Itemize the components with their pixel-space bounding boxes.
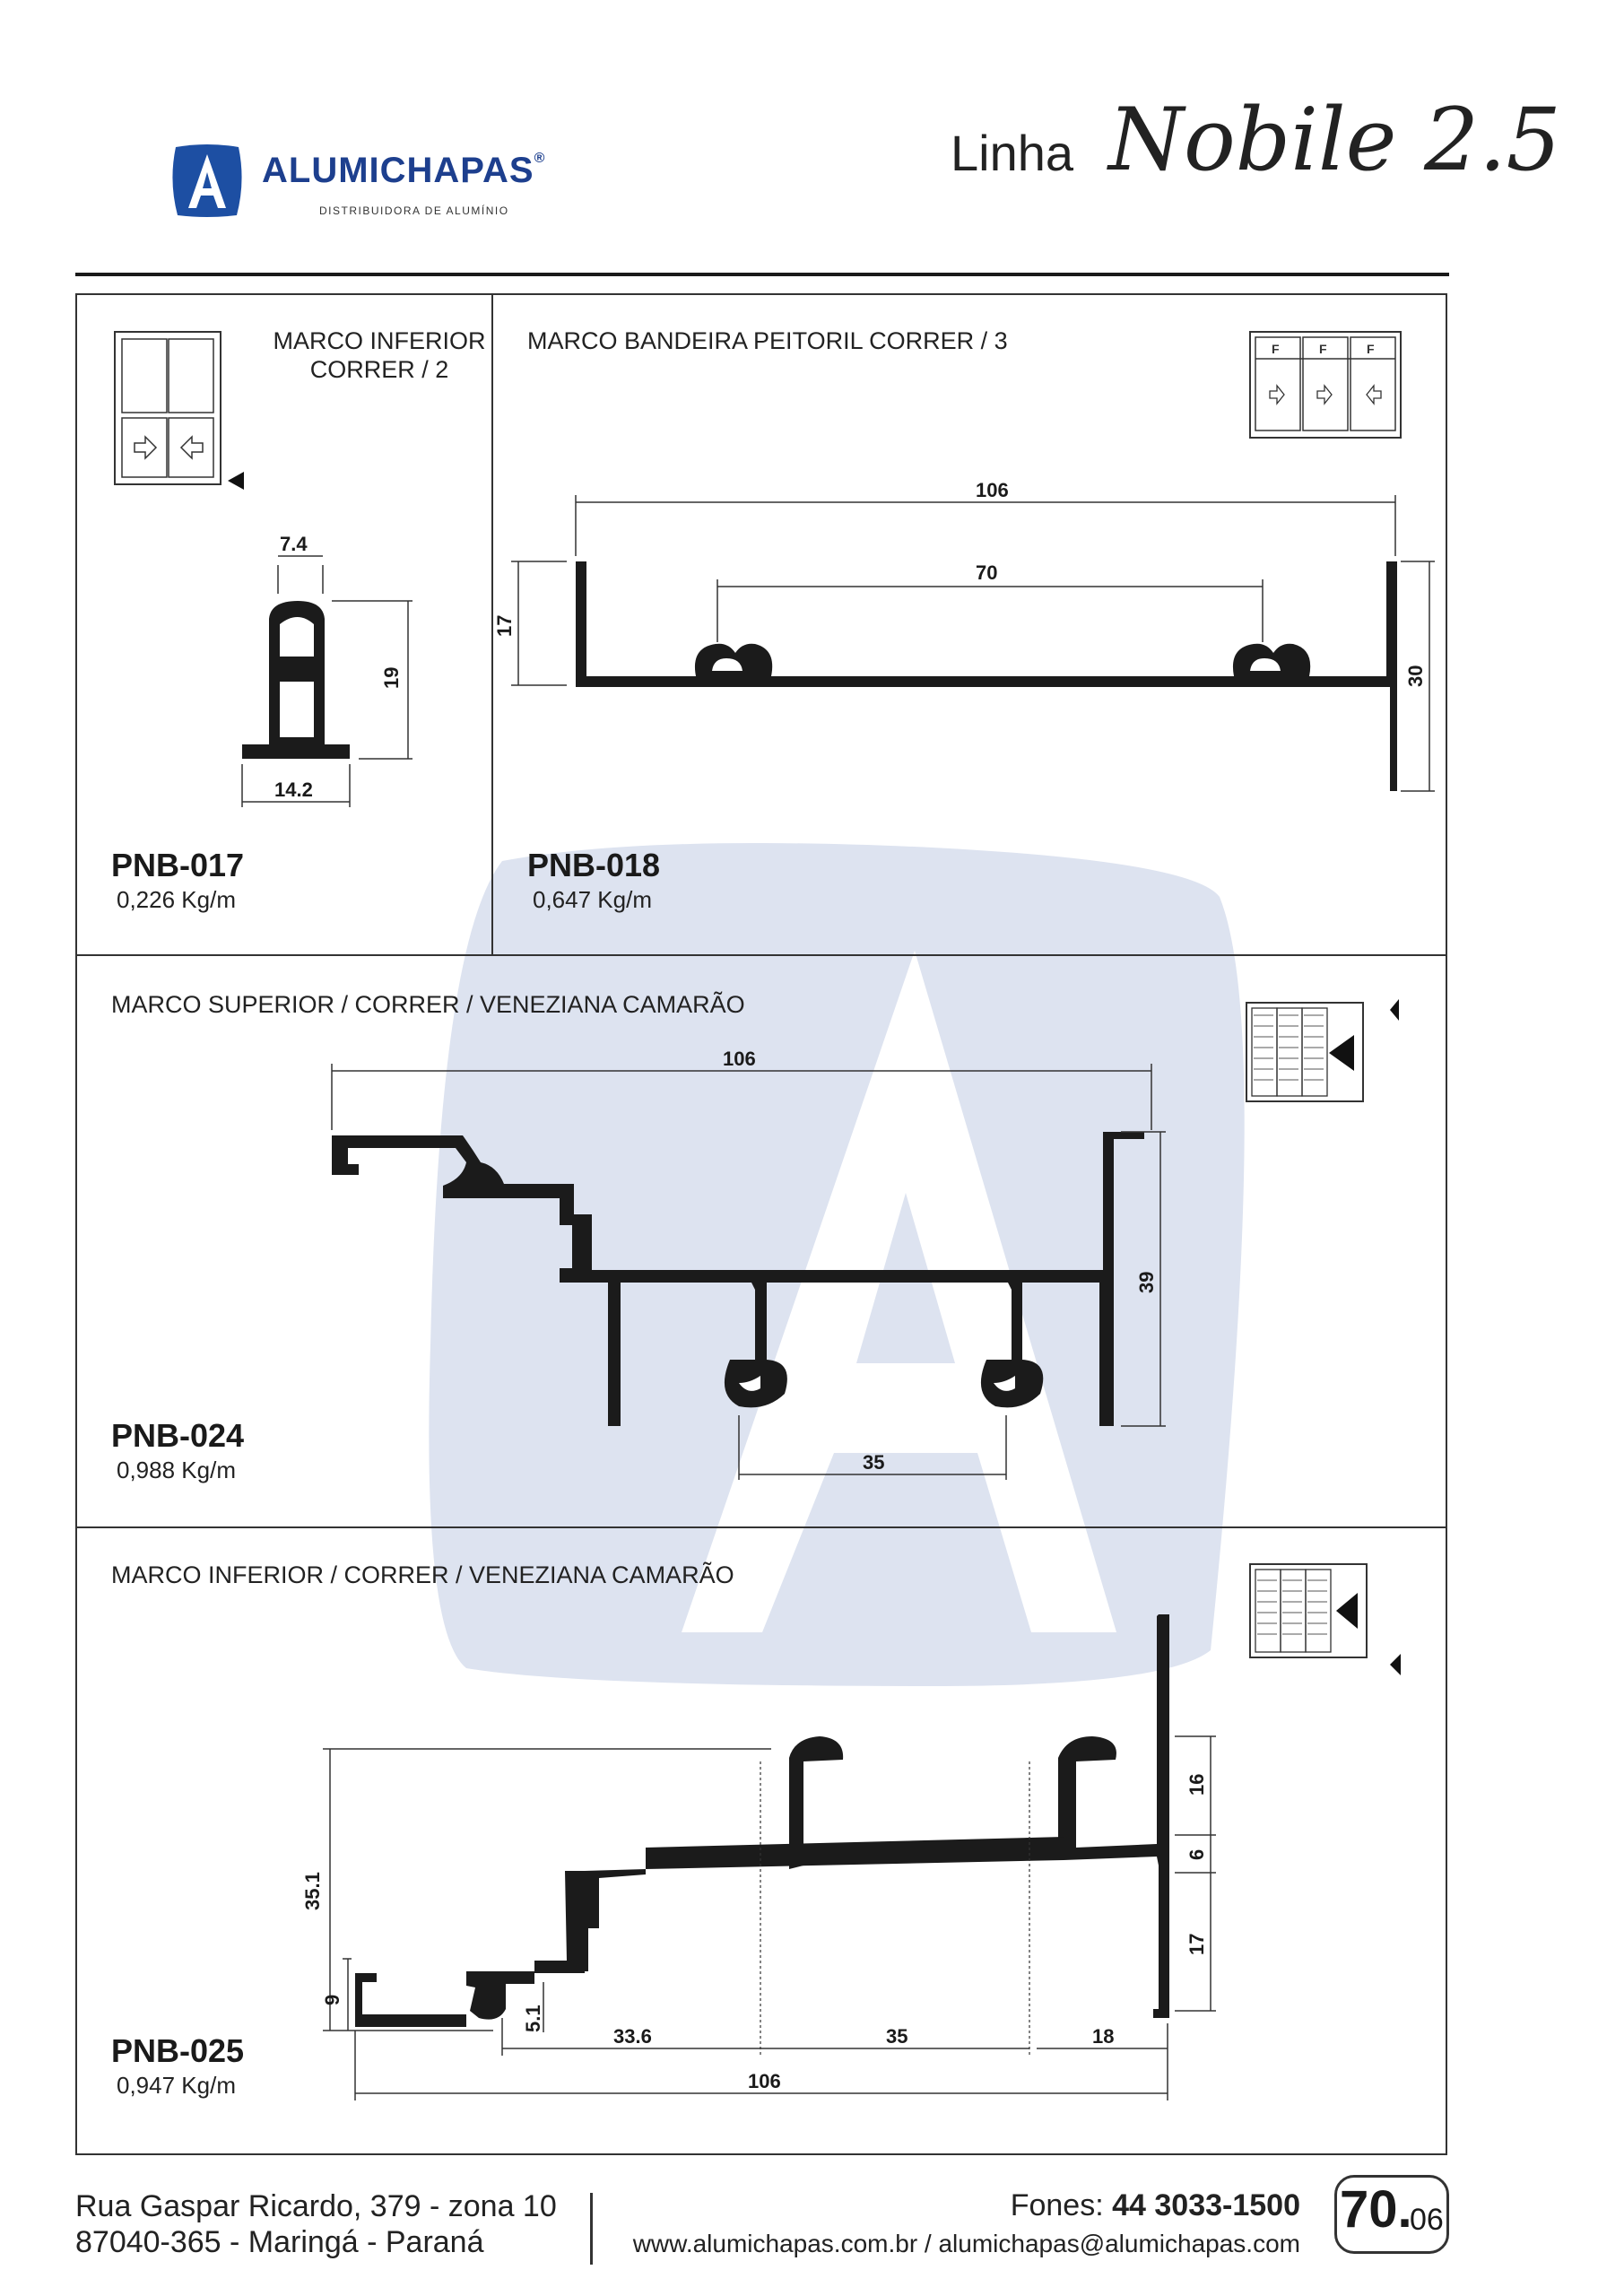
dim-right-bottom: 17 [1185, 1933, 1208, 1955]
shutter-window-icon [1243, 990, 1413, 1107]
dim-total-width: 106 [748, 2070, 781, 2092]
logo-name: ALUMICHAPAS® [262, 151, 546, 190]
dim-right-top: 16 [1185, 1773, 1208, 1796]
dim-left-height: 17 [493, 614, 516, 637]
footer-address [75, 2188, 557, 2260]
fixed-label-2: F [1319, 342, 1327, 356]
panel-divider-2 [75, 1526, 1447, 1528]
panel-title: MARCO SUPERIOR / CORRER / VENEZIANA CAMARÃO [111, 991, 745, 1018]
profile-drawing-pnb-024 [305, 1049, 1202, 1498]
dim-step-end: 18 [1092, 2025, 1115, 2048]
footer-phone: Fones: 44 3033-1500 [1010, 2188, 1300, 2222]
dim-track-spacing: 35 [886, 2025, 908, 2048]
product-weight: 0,988 Kg/m [117, 1457, 236, 1483]
panel-divider-1 [75, 954, 1447, 956]
page-number-main: 70. [1340, 2180, 1412, 2239]
dim-height: 39 [1135, 1271, 1158, 1293]
page-number-sub: 06 [1410, 2203, 1444, 2237]
fixed-label-3: F [1367, 342, 1375, 356]
alumichapas-logo-icon [169, 142, 246, 219]
product-code: PNB-018 [527, 847, 661, 883]
panel-title: MARCO BANDEIRA PEITORIL CORRER / 3 [527, 327, 1008, 354]
dim-total-width: 106 [976, 479, 1009, 501]
dim-right-middle: 6 [1185, 1848, 1208, 1860]
footer-separator [590, 2193, 593, 2265]
product-line-name: Nobile 2.5 [1108, 90, 1561, 190]
dim-track-spacing: 35 [863, 1451, 885, 1474]
dim-height: 19 [380, 666, 403, 689]
panel-title: MARCO INFERIOR / CORRER / VENEZIANA CAMARÃO [111, 1561, 734, 1588]
dim-total-height: 35.1 [301, 1872, 324, 1910]
dim-width-top: 7.4 [280, 533, 308, 555]
sliding-window-2-icon [111, 328, 264, 499]
profile-drawing-pnb-018 [493, 475, 1444, 816]
dim-base-width: 14.2 [274, 778, 313, 801]
product-weight: 0,647 Kg/m [533, 886, 652, 913]
dim-lower-step: 9 [321, 1994, 343, 2005]
dim-total-width: 106 [723, 1049, 756, 1070]
header-rule [75, 273, 1449, 276]
panel-title: MARCO INFERIOR CORRER / 2 [273, 327, 486, 383]
address-line-2: 87040-365 - Maringá - Paraná [75, 2225, 484, 2259]
product-line-prefix: Linha [951, 125, 1074, 181]
product-code: PNB-024 [111, 1417, 245, 1454]
dim-step-1: 33.6 [613, 2025, 652, 2048]
dim-inner-width: 70 [976, 561, 998, 584]
address-line-1: Rua Gaspar Ricardo, 379 - zona 10 [75, 2189, 557, 2223]
footer-web[interactable]: www.alumichapas.com.br / alumichapas@alumichapas.com [632, 2230, 1300, 2257]
profile-drawing-pnb-017 [224, 529, 430, 825]
dim-right-height: 30 [1404, 665, 1427, 687]
logo-tagline: DISTRIBUIDORA DE ALUMÍNIO [319, 204, 509, 217]
dim-track-height: 5.1 [522, 2005, 544, 2032]
sliding-window-3-fixed-icon [1246, 328, 1408, 441]
product-weight: 0,947 Kg/m [117, 2072, 236, 2099]
product-weight: 0,226 Kg/m [117, 886, 236, 913]
profile-drawing-pnb-025 [287, 1605, 1238, 2108]
product-code: PNB-017 [111, 847, 245, 883]
fixed-label-1: F [1272, 342, 1280, 356]
product-code: PNB-025 [111, 2032, 245, 2069]
shutter-window-icon [1246, 1561, 1417, 1677]
